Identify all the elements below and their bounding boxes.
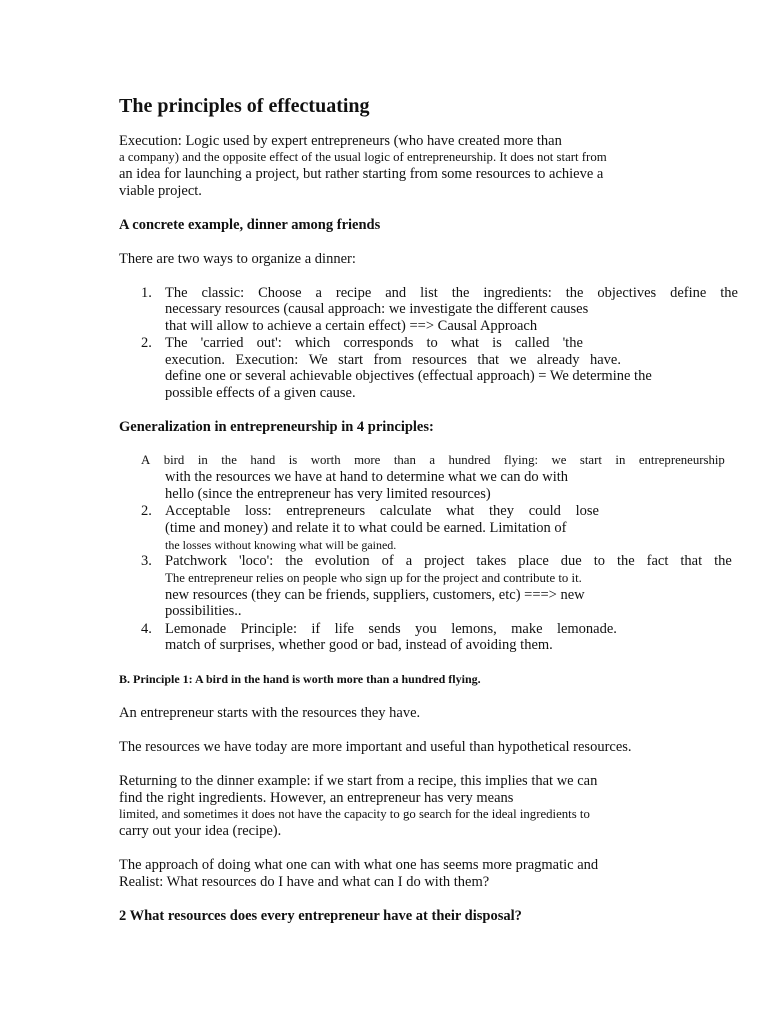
list-number: 2. [141,335,152,351]
list-line: the losses without knowing what will be gained. [165,538,397,552]
list-line: possible effects of a given cause. [165,385,356,401]
list-line-justified: execution. Execution: We start from resources that we already have. [165,352,621,368]
list-line-justified: Acceptable loss: entrepreneurs calculate what they could lose [165,503,599,519]
paragraph-line: find the right ingredients. However, an entrepreneur has very means [119,790,514,806]
section-heading: Generalization in entrepreneurship in 4 principles: [119,419,434,435]
intro-line: a company) and the opposite effect of the usual logic of entrepreneurship. It does not start from [119,150,607,164]
list-number: 1. [141,285,152,301]
list-line: that will allow to achieve a certain effect) ==> Causal Approach [165,318,538,334]
list-line-justified: The 'carried out': which corresponds to what is called 'the [165,335,583,351]
paragraph-line: Realist: What resources do I have and what can I do with them? [119,874,490,890]
paragraph-line: limited, and sometimes it does not have the capacity to go search for the ideal ingredients to [119,807,590,821]
list-line-justified: The classic: Choose a recipe and list the ingredients: the objectives define the [165,285,738,301]
list-number: 3. [141,553,152,569]
page-title: The principles of effectuating [119,95,370,117]
intro-line: Execution: Logic used by expert entrepreneurs (who have created more than [119,133,562,149]
section-heading: A concrete example, dinner among friends [119,217,381,233]
list-line-justified: A bird in the hand is worth more than a hundred flying: we start in entrepreneurship [141,453,725,467]
list-line: hello (since the entrepreneur has very limited resources) [165,486,491,502]
list-line: (time and money) and relate it to what could be earned. Limitation of [165,520,567,536]
list-line: define one or several achievable objectives (effectual approach) = We determine the [165,368,652,384]
paragraph: An entrepreneur starts with the resources they have. [119,705,421,721]
intro-line: an idea for launching a project, but rather starting from some resources to achieve a [119,166,604,182]
list-line: necessary resources (causal approach: we investigate the different causes [165,301,589,317]
paragraph-line: Returning to the dinner example: if we start from a recipe, this implies that we can [119,773,598,789]
paragraph-line: carry out your idea (recipe). [119,823,282,839]
list-line-justified: Patchwork 'loco': the evolution of a project takes place due to the fact that the [165,553,732,569]
paragraph: There are two ways to organize a dinner: [119,251,356,267]
list-line: new resources (they can be friends, suppliers, customers, etc) ===> new [165,587,585,603]
intro-line: viable project. [119,183,202,199]
paragraph: The resources we have today are more important and useful than hypothetical resources. [119,739,632,755]
list-number: 4. [141,621,152,637]
section-heading: B. Principle 1: A bird in the hand is worth more than a hundred flying. [119,672,481,686]
list-line: The entrepreneur relies on people who sign up for the project and contribute to it. [165,571,582,585]
section-heading: 2 What resources does every entrepreneur have at their disposal? [119,908,522,924]
list-number: 2. [141,503,152,519]
list-line: possibilities.. [165,603,242,619]
list-line: with the resources we have at hand to determine what we can do with [165,469,569,485]
paragraph-line: The approach of doing what one can with what one has seems more pragmatic and [119,857,599,873]
list-line-justified: Lemonade Principle: if life sends you lemons, make lemonade. [165,621,617,637]
list-line: match of surprises, whether good or bad, instead of avoiding them. [165,637,553,653]
